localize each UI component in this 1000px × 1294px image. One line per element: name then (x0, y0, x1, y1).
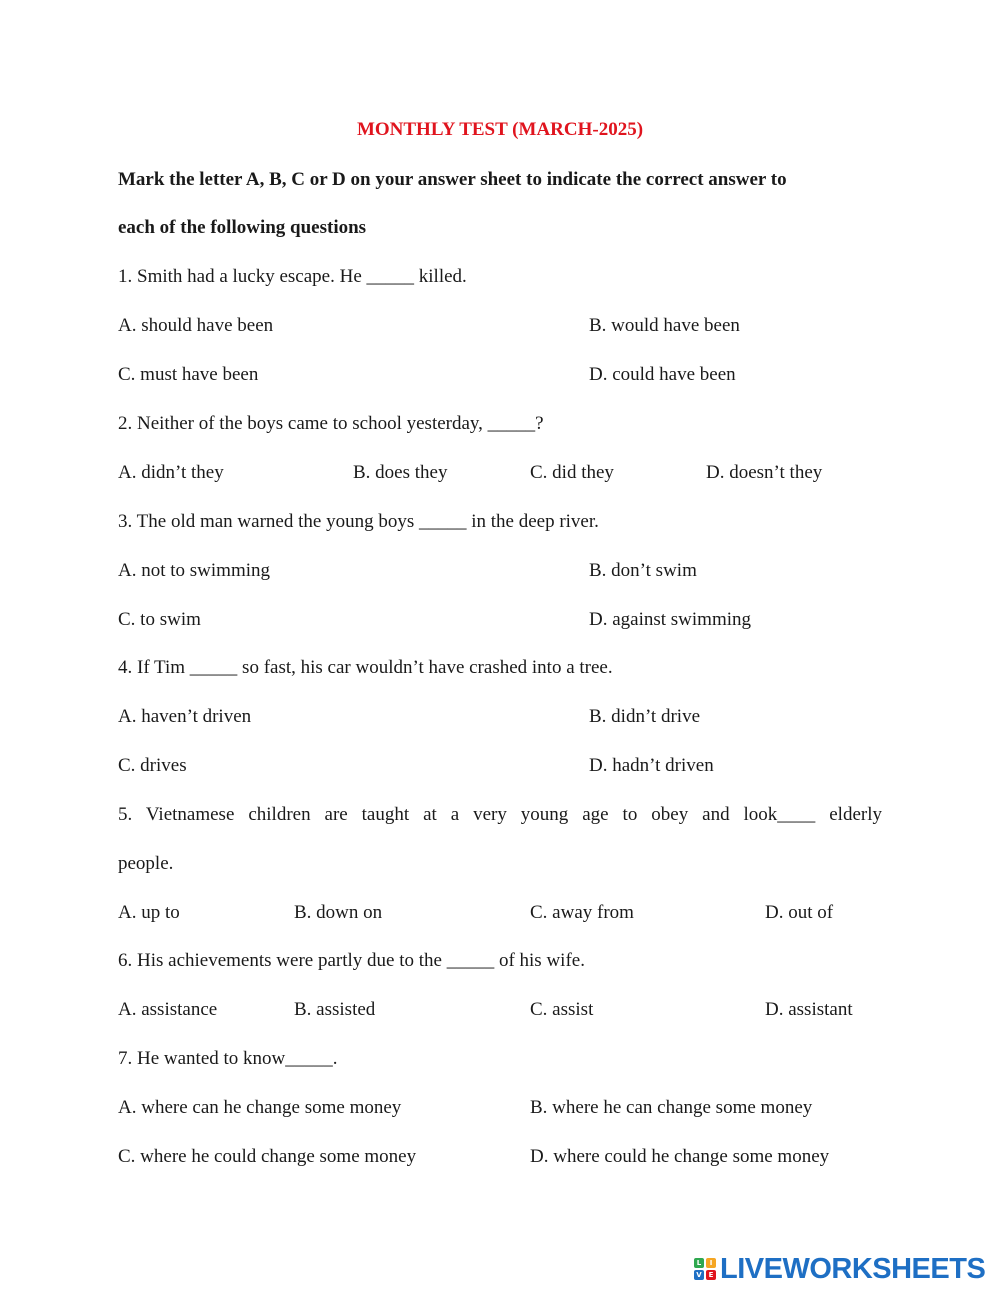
question-2-stem: 2. Neither of the boys came to school yesterday, _____? (118, 413, 544, 434)
liveworksheets-mark-icon (694, 1258, 716, 1280)
question-1-stem: 1. Smith had a lucky escape. He _____ killed. (118, 266, 467, 287)
question-4-option-c[interactable]: C. drives (118, 755, 187, 776)
instruction-line-1: Mark the letter A, B, C or D on your answer sheet to indicate the correct answer to (118, 169, 787, 190)
question-1-option-c[interactable]: C. must have been (118, 364, 259, 385)
question-7-stem: 7. He wanted to know_____. (118, 1048, 338, 1069)
question-5-stem-line-1: 5. Vietnamese children are taught at a very young age to obey and look____ elderly (118, 804, 882, 825)
question-1-option-a[interactable]: A. should have been (118, 315, 274, 336)
question-6-option-b[interactable]: B. assisted (294, 999, 376, 1020)
logo-mark-v: V (694, 1270, 704, 1280)
question-2-option-b[interactable]: B. does they (353, 462, 448, 483)
question-1-option-d[interactable]: D. could have been (589, 364, 736, 385)
question-3-option-d[interactable]: D. against swimming (589, 609, 752, 630)
question-4-option-a[interactable]: A. haven’t driven (118, 706, 252, 727)
question-7-option-a[interactable]: A. where can he change some money (118, 1097, 402, 1118)
question-5-option-c[interactable]: C. away from (530, 902, 634, 923)
question-4-option-b[interactable]: B. didn’t drive (589, 706, 701, 727)
question-7-option-c[interactable]: C. where he could change some money (118, 1146, 417, 1167)
question-2-option-c[interactable]: C. did they (530, 462, 614, 483)
question-5-option-a[interactable]: A. up to (118, 902, 180, 923)
logo-mark-e: E (706, 1270, 716, 1280)
logo-mark-l: L (694, 1258, 704, 1268)
question-4-stem: 4. If Tim _____ so fast, his car wouldn’t have crashed into a tree. (118, 657, 613, 678)
question-7-option-d[interactable]: D. where could he change some money (530, 1146, 830, 1167)
page-title: MONTHLY TEST (MARCH-2025) (356, 119, 644, 140)
question-3-option-a[interactable]: A. not to swimming (118, 560, 271, 581)
question-2-option-a[interactable]: A. didn’t they (118, 462, 224, 483)
question-4-option-d[interactable]: D. hadn’t driven (589, 755, 714, 776)
question-7-option-b[interactable]: B. where he can change some money (530, 1097, 813, 1118)
logo-mark-i: I (706, 1258, 716, 1268)
question-6-option-d[interactable]: D. assistant (765, 999, 853, 1020)
question-3-option-b[interactable]: B. don’t swim (589, 560, 697, 581)
question-2-option-d[interactable]: D. doesn’t they (706, 462, 823, 483)
liveworksheets-logo (694, 1253, 985, 1285)
question-6-option-c[interactable]: C. assist (530, 999, 594, 1020)
question-6-stem: 6. His achievements were partly due to the _____ of his wife. (118, 950, 585, 971)
question-3-stem: 3. The old man warned the young boys _____ in the deep river. (118, 511, 599, 532)
question-1-option-b[interactable]: B. would have been (589, 315, 740, 336)
instruction-line-2: each of the following questions (118, 217, 367, 238)
question-3-option-c[interactable]: C. to swim (118, 609, 201, 630)
question-5-option-d[interactable]: D. out of (765, 902, 834, 923)
question-5-stem-line-2: people. (118, 853, 174, 874)
question-6-option-a[interactable]: A. assistance (118, 999, 218, 1020)
liveworksheets-wordmark: LIVEWORKSHEETS (720, 1252, 986, 1285)
question-5-option-b[interactable]: B. down on (294, 902, 383, 923)
